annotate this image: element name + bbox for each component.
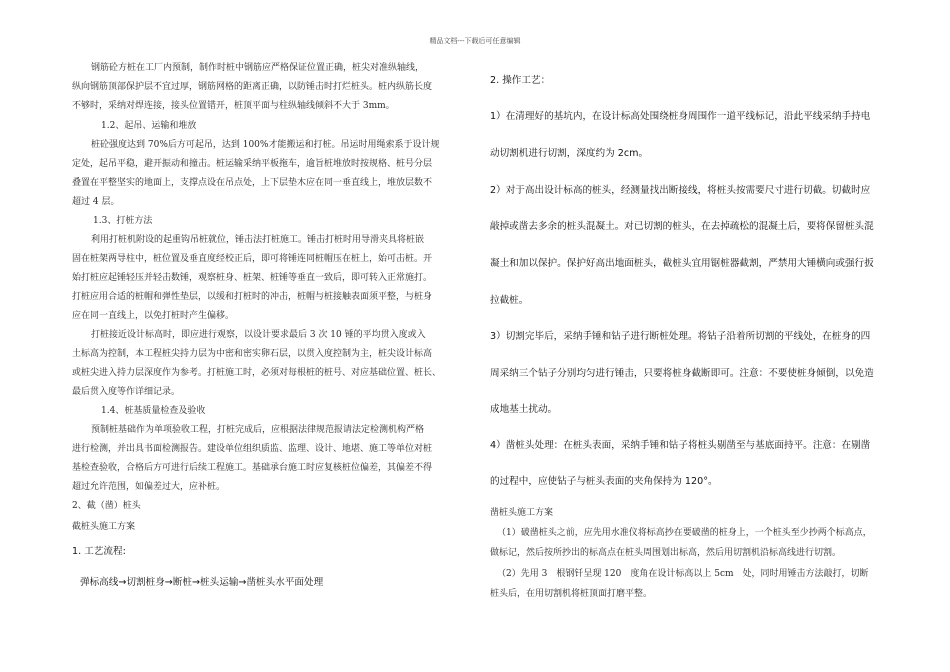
- left-line: 利用打桩机附设的起重钩吊桩就位，锤击法打桩施工。锤击打桩时用导滑夹具将桩嵌: [91, 235, 425, 245]
- left-line: 基检查验收，合格后方可进行后续工程施工。基础承台施工时应复核桩位偏差，其偏差不得: [72, 463, 433, 473]
- process-flow: 弹标高线→切割桩身→断桩→桩头运输→凿桩头水平面处理: [80, 577, 324, 588]
- section-heading: 1. 工艺流程:: [72, 546, 126, 557]
- section-heading: 截桩头施工方案: [72, 522, 136, 532]
- left-line: 或桩尖进入持力层深度作为参考。打桩施工时，必须对每根桩的桩号、对应基础位置、桩长、: [72, 368, 442, 378]
- left-line: 进行检测，并出具书面检测报告。建设单位组织质监、监理、设计、地堪、施工等单位对桩: [72, 444, 433, 454]
- left-line: 打桩接近设计标高时，即应进行观察，以设计要求最后 3 次 10 锤的平均贯入度或入: [91, 330, 426, 340]
- page-header: 精品文档---下载后可任意编辑: [429, 37, 521, 45]
- section-heading: 1.2、起吊、运输和堆放: [101, 121, 197, 131]
- left-line: 定处，起吊平稳，避开振动和撞击。桩运输采纳平板拖车，逾旨桩堆放时按规格、桩号分层: [72, 159, 433, 169]
- left-line: 桩砼强度达到 70%后方可起吊，达到 100%才能搬运和打桩。吊运时用绳索系于设计规: [91, 140, 440, 150]
- section-heading: 2. 操作工艺：: [490, 75, 551, 86]
- right-line: 4）凿桩头处理：在桩头表面，采纳手锤和钻子将桩头剔凿至与基底面持平。注意：在剔凿: [490, 440, 871, 451]
- left-line: 不够时，采纳对焊连接，接头位置错开，桩顶平面与柱纵轴线倾斜不大于 3mm。: [72, 101, 395, 111]
- left-line: 预制桩基础作为单项验收工程，打桩完成后，应根据法律规范报请法定检测机构严格: [91, 425, 425, 435]
- right-line: 1）在清理好的基坑内，在设计标高处围绕桩身周围作一道平线标记，沿此平线采纳手持电: [490, 111, 871, 122]
- left-line: 超过允许范围，如偏差过大，应补桩。: [72, 482, 226, 492]
- right-line: （2）先用 3 根钢钎呈现 120 度角在设计标高以上 5cm 处，同时用锤击方法敲打，切断: [497, 569, 869, 579]
- left-line: 应在同一直线上，以免打桩时产生偏移。: [72, 311, 235, 321]
- right-line: 做标记，然后按所抄出的标高点在桩头周围划出标高，然后用切割机沿标高线进行切割。: [490, 548, 842, 558]
- left-line: 纵向钢筋顶部保护层不宜过厚，钢筋网格的距离正确，以防锤击时打烂桩头。桩内纵筋长度: [72, 82, 433, 92]
- section-heading: 2、截（凿）桩头: [72, 501, 141, 511]
- left-line: 叠置在平整坚实的地面上，支撑点设在吊点处，上下层垫木应在同一垂直线上，堆放层数不: [72, 178, 433, 188]
- left-line: 固在桩架两导柱中，桩位置及垂直度经校正后，即可将锤连同桩帽压在桩上，始可击桩。开: [72, 254, 433, 264]
- section-heading: 1.3、打桩方法: [93, 216, 153, 226]
- right-line: 2）对于高出设计标高的桩头，经测量找出断接线，将桩头按需要尺寸进行切截。切截时应: [490, 185, 871, 196]
- right-line: 周采纳三个钻子分别均匀进行锤击，只要将桩身截断即可。注意：不要使桩身倾倒，以免造: [490, 368, 874, 379]
- right-line: 桩头后，在用切割机将桩顶面打磨平整。: [490, 589, 653, 599]
- right-line: 成地基土扰动。: [490, 404, 558, 415]
- section-heading: 1.4、桩基质量检查及验收: [101, 406, 206, 416]
- right-line: 动切割机进行切割，深度约为 2cm。: [490, 148, 649, 159]
- right-line: 敲掉或凿去多余的桩头混凝土。对已切割的桩头，在去掉疏松的混凝土后，要将保留桩头混: [490, 221, 874, 232]
- left-line: 最后贯入度等作详细记录。: [72, 387, 181, 397]
- right-line: （1）破凿桩头之前，应先用水准仪将标高抄在要破凿的桩身上，一个桩头至少抄两个标高点，: [497, 528, 872, 538]
- left-line: 钢筋砼方桩在工厂内预制，制作时桩中钢筋应严格保证位置正确，桩尖对准纵轴线，: [91, 63, 425, 73]
- left-line: 土标高为控制，本工程桩尖持力层为中密和密实卵石层，以贯入度控制为主，桩尖设计标高: [72, 349, 433, 359]
- left-line: 始打桩应起锤轻压并轻击数锤，观察桩身、桩架、桩锤等垂直一致后，即可转入正常施打。: [72, 273, 433, 283]
- right-line: 凝土和加以保护。保护好高出地面桩头，截桩头宜用锯桩器截割，严禁用大锤横向或强行扳: [490, 258, 874, 269]
- right-line: 的过程中，应使钻子与桩头表面的夹角保持为 120°。: [490, 476, 718, 487]
- right-line: 3）切割完毕后，采纳手锤和钻子进行断桩处理。将钻子沿着所切割的平线处，在桩身的四: [490, 331, 871, 342]
- left-line: 打桩应用合适的桩帽和弹性垫层，以缓和打桩时的冲击，桩帽与桩接触表面须平整，与桩身: [72, 292, 433, 302]
- right-line: 拉截桩。: [490, 295, 529, 306]
- section-heading: 凿桩头施工方案: [490, 508, 554, 518]
- left-line: 超过 4 层。: [72, 197, 120, 207]
